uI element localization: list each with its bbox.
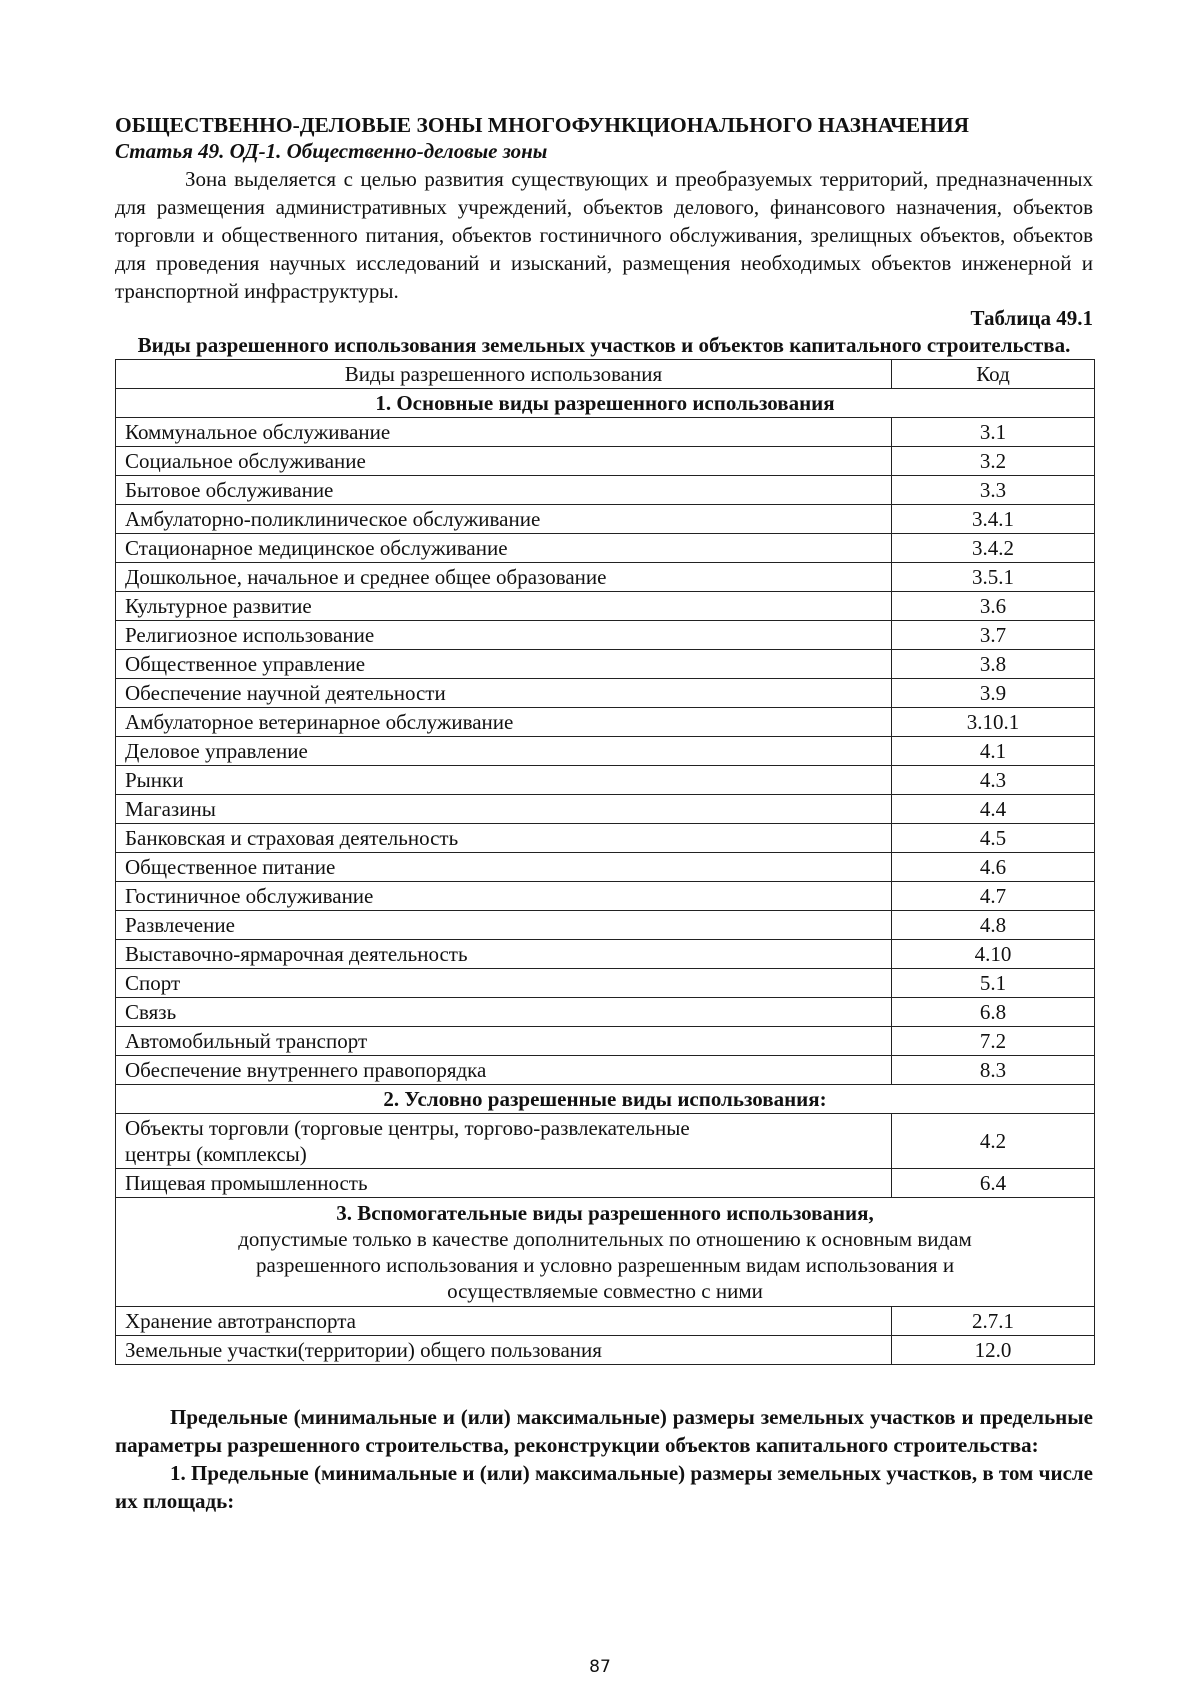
table-row (116, 592, 1095, 621)
use-name: Хранение автотранспорта (116, 1307, 892, 1336)
table-row (116, 1169, 1095, 1198)
use-code: 6.8 (892, 998, 1095, 1027)
table-row (116, 563, 1095, 592)
use-code: 3.5.1 (892, 563, 1095, 592)
section-row (116, 1198, 1095, 1307)
column-header-use: Виды разрешенного использования (116, 360, 892, 389)
use-code: 4.6 (892, 853, 1095, 882)
use-code: 4.1 (892, 737, 1095, 766)
article-title: Статья 49. ОД-1. Общественно-деловые зоны (115, 139, 548, 163)
use-code: 3.1 (892, 418, 1095, 447)
use-name: Деловое управление (116, 737, 892, 766)
use-code: 7.2 (892, 1027, 1095, 1056)
table-row (116, 795, 1095, 824)
table-header-row (116, 360, 1095, 389)
use-name: Развлечение (116, 911, 892, 940)
use-name (116, 1114, 892, 1169)
intro-paragraph: Зона выделяется с целью развития существующих и преобразуемых территорий, предназначенных для размещения административных учреждений, объектов делового, финансового назначения, объектов торговли и общественного питания, объектов гостиничного обслуживания, зрелищных объектов, объектов для проведения научных исследований и изысканий, размещения необходимых объектов инженерной и транспортной инфраструктуры. (115, 167, 1093, 303)
use-name: Социальное обслуживание (116, 447, 892, 476)
section-3-title: 3. Вспомогательные виды разрешенного использования, (336, 1201, 874, 1225)
table-row (116, 998, 1095, 1027)
table-row (116, 418, 1095, 447)
use-name: Общественное управление (116, 650, 892, 679)
use-name: Общественное питание (116, 853, 892, 882)
zone-heading: ОБЩЕСТВЕННО-ДЕЛОВЫЕ ЗОНЫ МНОГОФУНКЦИОНАЛЬНОГО НАЗНАЧЕНИЯ (115, 113, 970, 137)
table-row (116, 737, 1095, 766)
table-row (116, 476, 1095, 505)
use-code: 2.7.1 (892, 1307, 1095, 1336)
use-code: 3.3 (892, 476, 1095, 505)
use-name-line: Пищевая промышленность (125, 1171, 368, 1195)
table-row (116, 882, 1095, 911)
use-name: Земельные участки(территории) общего пользования (116, 1336, 892, 1365)
use-name: Связь (116, 998, 892, 1027)
use-code: 4.8 (892, 911, 1095, 940)
use-code: 6.4 (892, 1169, 1095, 1198)
use-code: 12.0 (892, 1336, 1095, 1365)
section-3-cell (116, 1198, 1095, 1307)
table-row (116, 1336, 1095, 1365)
page-number: 87 (589, 1657, 611, 1677)
table-row (116, 708, 1095, 737)
use-code: 3.9 (892, 679, 1095, 708)
use-code: 3.4.1 (892, 505, 1095, 534)
table-row (116, 1307, 1095, 1336)
use-name: Магазины (116, 795, 892, 824)
use-code: 4.3 (892, 766, 1095, 795)
section-1-title: 1. Основные виды разрешенного использования (116, 389, 1095, 418)
use-code: 4.5 (892, 824, 1095, 853)
use-code: 3.10.1 (892, 708, 1095, 737)
use-code: 4.4 (892, 795, 1095, 824)
section-row (116, 389, 1095, 418)
document-page (115, 112, 1093, 1515)
use-name: Обеспечение научной деятельности (116, 679, 892, 708)
use-code: 5.1 (892, 969, 1095, 998)
use-name: Религиозное использование (116, 621, 892, 650)
section-row (116, 1085, 1095, 1114)
use-name: Гостиничное обслуживание (116, 882, 892, 911)
table-row (116, 1056, 1095, 1085)
use-name: Дошкольное, начальное и среднее общее образование (116, 563, 892, 592)
use-code: 3.6 (892, 592, 1095, 621)
table-row (116, 969, 1095, 998)
use-code: 4.7 (892, 882, 1095, 911)
use-name-line: центры (комплексы) (125, 1142, 307, 1166)
use-name: Банковская и страховая деятельность (116, 824, 892, 853)
use-name: Рынки (116, 766, 892, 795)
use-name: Культурное развитие (116, 592, 892, 621)
use-code: 3.2 (892, 447, 1095, 476)
use-name-line: Объекты торговли (торговые центры, торгово-развлекательные (125, 1116, 690, 1140)
section-3-note: осуществляемые совместно с ними (447, 1279, 763, 1303)
use-code: 4.2 (892, 1114, 1095, 1169)
table-row (116, 534, 1095, 563)
land-use-table (115, 359, 1095, 1365)
section-2-title: 2. Условно разрешенные виды использования: (116, 1085, 1095, 1114)
section-3-note: разрешенного использования и условно разрешенным видам использования и (255, 1253, 955, 1277)
use-code: 3.4.2 (892, 534, 1095, 563)
table-number: Таблица 49.1 (970, 306, 1093, 330)
use-name: Автомобильный транспорт (116, 1027, 892, 1056)
table-row (116, 650, 1095, 679)
table-row (116, 766, 1095, 795)
table-row (116, 824, 1095, 853)
use-name (116, 1169, 892, 1198)
table-row (116, 679, 1095, 708)
use-name: Амбулаторно-поликлиническое обслуживание (116, 505, 892, 534)
use-name: Спорт (116, 969, 892, 998)
use-code: 3.8 (892, 650, 1095, 679)
use-code: 8.3 (892, 1056, 1095, 1085)
use-code: 4.10 (892, 940, 1095, 969)
column-header-code: Код (892, 360, 1095, 389)
table-row (116, 911, 1095, 940)
table-row (116, 505, 1095, 534)
section-3-note: допустимые только в качестве дополнительных по отношению к основным видам (238, 1227, 972, 1251)
limits-item-1: 1. Предельные (минимальные и (или) максимальные) размеры земельных участков, в том числе их площадь: (115, 1461, 1093, 1513)
table-row (116, 1027, 1095, 1056)
limits-section (115, 1403, 1093, 1515)
table-row (116, 940, 1095, 969)
use-name: Обеспечение внутреннего правопорядка (116, 1056, 892, 1085)
table-row (116, 621, 1095, 650)
table-caption: Виды разрешенного использования земельных участков и объектов капитального строительства. (137, 333, 1071, 357)
table-row (116, 1114, 1095, 1169)
table-row (116, 447, 1095, 476)
limits-heading: Предельные (минимальные и (или) максимальные) размеры земельных участков и предельные параметры разрешенного строительства, реконструкции объектов капитального строительства: (115, 1405, 1093, 1457)
use-name: Коммунальное обслуживание (116, 418, 892, 447)
use-name: Выставочно-ярмарочная деятельность (116, 940, 892, 969)
use-name: Амбулаторное ветеринарное обслуживание (116, 708, 892, 737)
use-code: 3.7 (892, 621, 1095, 650)
use-name: Стационарное медицинское обслуживание (116, 534, 892, 563)
table-row (116, 853, 1095, 882)
use-name: Бытовое обслуживание (116, 476, 892, 505)
